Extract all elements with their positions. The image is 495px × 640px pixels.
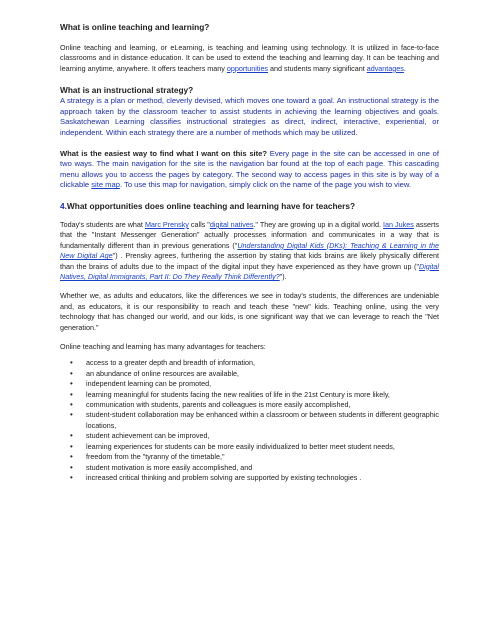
section-number: 4. (60, 200, 67, 211)
advantages-section (60, 201, 439, 483)
list-item (70, 472, 439, 483)
advantages-heading-text: What opportunities does online teaching and learning have for teachers? (66, 200, 356, 211)
list-item (70, 431, 439, 441)
list-item-text: an abundance of online resources are available, (86, 368, 240, 378)
navigation-paragraph (60, 149, 439, 191)
navigation-section (60, 149, 439, 191)
list-item-text: freedom from the "tyranny of the timetable," (86, 452, 225, 462)
intro-paragraph (60, 43, 439, 74)
digital-natives-paragraph (60, 220, 439, 282)
advantages-heading (60, 201, 439, 212)
bullet-icon: • (70, 379, 73, 389)
bullet-icon: • (70, 389, 73, 399)
bullet-icon: • (70, 410, 73, 420)
list-item (70, 379, 439, 389)
list-item (70, 368, 439, 379)
list-item (70, 358, 439, 368)
list-item (70, 410, 439, 431)
bullet-icon: • (70, 368, 73, 378)
intro-text: Online teaching and learning, or eLearning, is teaching and learning using technology. It is utilized in face-to-face classrooms and in distance education. It can be used to extend the teaching and learning day. It can be teaching and learning anytime, anywhere. It offers teachers many (60, 43, 439, 73)
list-item-text: student-student collaboration may be enhanced within a classroom or between students in different geographic locations, (86, 410, 439, 430)
list-item (70, 452, 439, 462)
advantages-link[interactable]: advantages (366, 63, 404, 73)
p1-text-e: ") . Prensky agrees, furthering the assertion by stating that kids brains are likely physically different than the brains of adults due to the impact of the digital input they have experienced as they have grown up (" (60, 251, 439, 271)
bullet-icon: • (70, 400, 73, 410)
list-item-text: access to a greater depth and breadth of information, (86, 358, 256, 368)
p1-text-a: Today's students are what (60, 219, 145, 229)
digital-natives-link[interactable]: digital natives (209, 219, 254, 229)
list-item-text: learning meaningful for students facing the new realities of life in the 21st Century is more likely, (86, 389, 390, 399)
bullet-icon: • (70, 431, 73, 441)
list-item (70, 400, 439, 410)
list-item (70, 462, 439, 473)
bullet-icon: • (70, 358, 73, 368)
list-item (70, 441, 439, 452)
navigation-question: What is the easiest way to find what I want on this site? (60, 148, 268, 158)
navigation-text-end: . To use this map for navigation, simply click on the name of the page you wish to view. (119, 180, 412, 190)
intro-section (60, 22, 439, 74)
digital-immigrants-link[interactable]: Digital Natives, Digital Immigrants, Part II: Do They Really Think Differently? (60, 261, 439, 281)
intro-title: What is online teaching and learning? (60, 22, 210, 32)
intro-text-and: and students many significant (268, 63, 367, 73)
bullet-icon: • (70, 462, 73, 472)
p1-text-d: asserts that the "Instant Messenger Generation" actually processes information and communicates in a way that is fundamentally different than in previous generations (" (60, 219, 440, 250)
advantages-list (60, 358, 439, 483)
bullet-icon: • (70, 472, 73, 482)
strategy-heading: What is an instructional strategy? (60, 85, 194, 96)
marc-prensky-link[interactable]: Marc Prensky (144, 219, 189, 229)
list-item-text: student motivation is more easily accomplished, and (86, 462, 253, 472)
ian-jukes-link[interactable]: Ian Jukes (383, 219, 414, 229)
list-item-text: student achievement can be improved, (86, 431, 210, 441)
p1-text-f: "). (279, 272, 287, 281)
list-item-text: independent learning can be promoted, (86, 379, 212, 389)
navigation-text-start: Every page in the site can be accessed in one of two ways. The main navigation for the site is the navigation bar found at the top of each page. This cascading menu allows you to access the pages by category. The second way to access pages in this site is by way of a clickable (60, 148, 440, 190)
p1-text-c: ." They are growing up in a digital world. (253, 219, 384, 229)
list-item-text: increased critical thinking and problem solving are supported by existing technologies . (86, 472, 362, 482)
bullet-icon: • (70, 452, 73, 462)
p1-text-b: calls " (188, 219, 210, 229)
site-map-link[interactable]: site map (91, 180, 120, 190)
opportunities-link[interactable]: opportunities (226, 63, 269, 73)
intro-text-end: . (403, 63, 406, 73)
differences-paragraph: Whether we, as adults and educators, like the differences we see in today's students, the differences are undeniable and, as educators, it is our responsibility to reach and teach these "new" kids. Teaching online, using the very technology that has changed our world, and our kids, is one significant way that we can leverage to reach the "Net generation." (60, 291, 439, 332)
list-item (70, 389, 439, 400)
strategy-section (60, 85, 439, 138)
bullet-icon: • (70, 441, 73, 451)
list-item-text: communication with students, parents and colleagues is more easily accomplished, (86, 400, 351, 410)
list-item-text: learning experiences for students can be more easily individualized to better meet student needs, (86, 441, 395, 451)
strategy-paragraph: A strategy is a plan or method, cleverly devised, which moves one toward a goal. An instructional strategy is the approach taken by the classroom teacher to assist students in achieving the learning objectives and goals. Saskatchewan Learning classifies instructional strategies as direct, indirect, interactive, experiential, or independent. Within each strategy there are a number of methods which may be utilized. (60, 96, 439, 137)
understanding-digital-kids-link[interactable]: Understanding Digital Kids (DKs): Teaching & Learning in the New Digital Age (60, 240, 439, 261)
advantages-intro: Online teaching and learning has many advantages for teachers: (60, 342, 266, 352)
